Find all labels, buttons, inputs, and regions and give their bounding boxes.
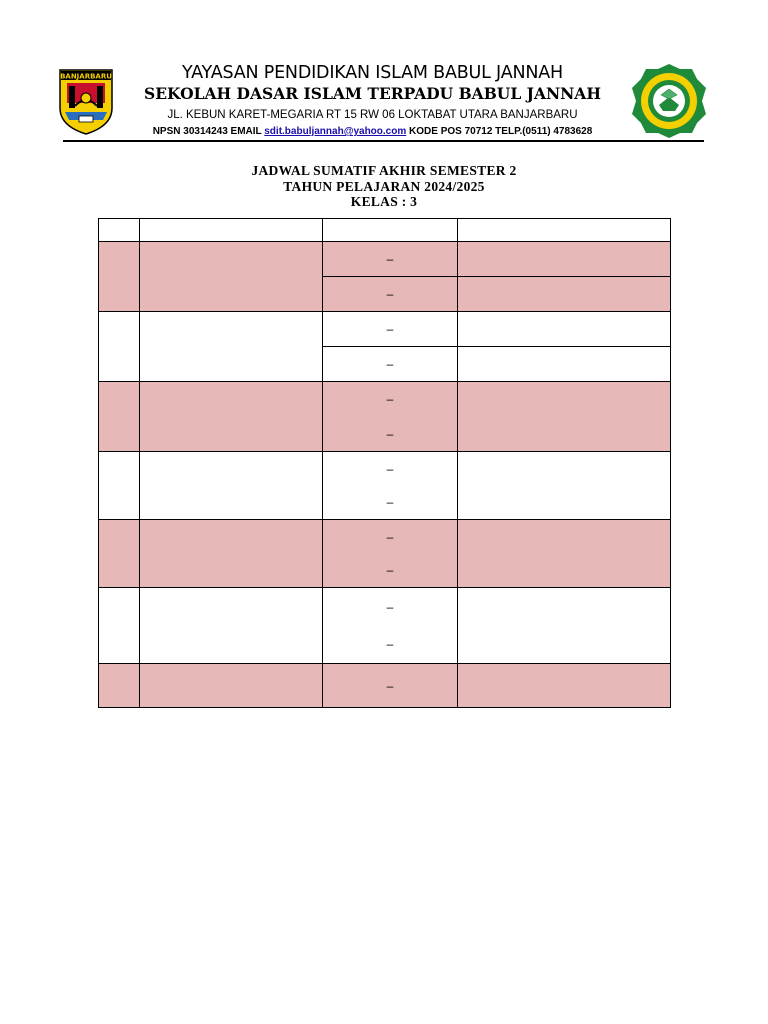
school-address: JL. KEBUN KARET-MEGARIA RT 15 RW 06 LOKTABAT UTARA BANJARBARU	[167, 109, 578, 121]
letterhead-divider	[63, 140, 704, 142]
day-date-cell	[140, 452, 323, 520]
day-date-cell	[140, 382, 323, 452]
table-row	[99, 452, 671, 486]
time-separator: –	[386, 678, 394, 693]
time-separator: –	[386, 287, 394, 301]
header-cell	[458, 219, 671, 242]
header-cell	[323, 219, 458, 242]
title-line-3: KELAS : 3	[350, 194, 418, 209]
subject-cell	[458, 486, 671, 520]
letterhead-text	[120, 62, 625, 139]
subject-cell	[458, 277, 671, 312]
time-cell	[323, 312, 458, 347]
header-cell	[140, 219, 323, 242]
time-cell	[323, 277, 458, 312]
subject-cell	[458, 588, 671, 626]
table-row	[99, 242, 671, 277]
time-cell	[323, 554, 458, 588]
day-date-cell	[140, 312, 323, 382]
time-cell	[323, 520, 458, 554]
time-separator: –	[386, 637, 394, 652]
time-cell	[323, 417, 458, 452]
time-separator: –	[386, 529, 394, 544]
day-date-cell	[140, 664, 323, 708]
subject-cell	[458, 347, 671, 382]
school-name: SEKOLAH DASAR ISLAM TERPADU BABUL JANNAH	[144, 84, 601, 103]
day-date-cell	[140, 520, 323, 588]
day-number-cell	[99, 664, 140, 708]
subject-cell	[458, 554, 671, 588]
table-header-row	[99, 219, 671, 242]
time-cell	[323, 242, 458, 277]
subject-cell	[458, 626, 671, 664]
table-row	[99, 588, 671, 626]
subject-cell	[458, 417, 671, 452]
day-number-cell	[99, 312, 140, 382]
subject-cell	[458, 312, 671, 347]
banjarbaru-city-emblem-icon	[57, 68, 115, 136]
title-line-1: JADWAL SUMATIF AKHIR SEMESTER 2	[251, 163, 517, 178]
emblem-label: BANJARBARU	[60, 72, 112, 81]
document-title	[100, 163, 668, 210]
header-cell	[99, 219, 140, 242]
time-cell	[323, 452, 458, 486]
day-number-cell	[99, 452, 140, 520]
day-number-cell	[99, 588, 140, 664]
schedule-table	[98, 218, 671, 708]
time-cell	[323, 626, 458, 664]
time-cell	[323, 486, 458, 520]
foundation-name: YAYASAN PENDIDIKAN ISLAM BABUL JANNAH	[182, 63, 563, 83]
day-number-cell	[99, 382, 140, 452]
subject-cell	[458, 520, 671, 554]
time-separator: –	[386, 495, 394, 510]
time-separator: –	[386, 357, 394, 371]
subject-cell	[458, 452, 671, 486]
subject-cell	[458, 664, 671, 708]
letterhead	[0, 0, 768, 145]
time-cell	[323, 588, 458, 626]
contact-suffix: KODE POS 70712 TELP.(0511) 4783628	[406, 126, 593, 137]
table-row	[99, 382, 671, 417]
time-separator: –	[386, 252, 394, 266]
day-number-cell	[99, 520, 140, 588]
time-cell	[323, 347, 458, 382]
school-contact	[120, 125, 625, 139]
time-cell	[323, 382, 458, 417]
email-link[interactable]: sdit.babuljannah@yahoo.com	[264, 126, 407, 137]
day-date-cell	[140, 588, 323, 664]
table-row	[99, 664, 671, 708]
contact-prefix: NPSN 30314243 EMAIL	[152, 126, 265, 137]
time-separator: –	[386, 392, 394, 407]
time-separator: –	[386, 563, 394, 578]
subject-cell	[458, 242, 671, 277]
subject-cell	[458, 382, 671, 417]
sdit-babul-jannah-emblem-icon	[631, 63, 707, 139]
table-row	[99, 520, 671, 554]
time-separator: –	[386, 461, 394, 476]
day-date-cell	[140, 242, 323, 312]
table-row	[99, 312, 671, 347]
time-separator: –	[386, 599, 394, 614]
time-separator: –	[386, 322, 394, 336]
time-separator: –	[386, 426, 394, 441]
title-line-2: TAHUN PELAJARAN 2024/2025	[283, 178, 485, 194]
time-cell	[323, 664, 458, 708]
day-number-cell	[99, 242, 140, 312]
